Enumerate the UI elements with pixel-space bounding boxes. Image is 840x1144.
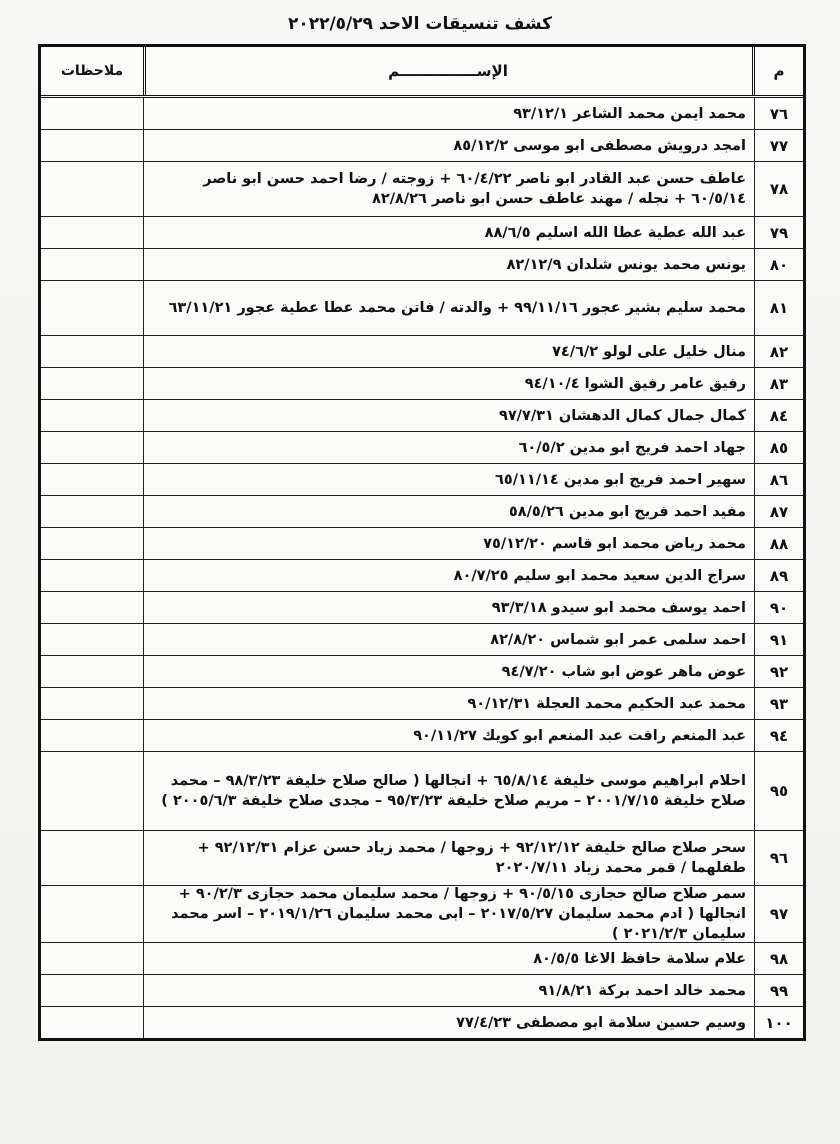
row-name <box>143 162 754 216</box>
row-name-text: رفيق عامر رفيق الشوا ٩٤/١٠/٤ <box>524 375 746 392</box>
row-name <box>143 656 754 687</box>
row-name-text: احمد سلمى عمر ابو شماس ٨٢/٨/٢٠ <box>490 631 746 648</box>
row-notes <box>41 831 143 885</box>
row-name-text: كمال جمال كمال الدهشان ٩٧/٧/٣١ <box>498 407 746 424</box>
row-name-text: جهاد احمد فريج ابو مدين ٦٠/٥/٢ <box>518 439 746 456</box>
row-notes <box>41 1007 143 1038</box>
row-name <box>143 528 754 559</box>
row-number: ٨٥ <box>754 432 803 463</box>
row-number: ٩٨ <box>754 943 803 974</box>
row-number: ٨٦ <box>754 464 803 495</box>
header-name: الإســـــــــــــــم <box>143 47 752 95</box>
row-name <box>143 496 754 527</box>
row-name-text: محمد خالد احمد بركة ٩١/٨/٢١ <box>538 982 746 999</box>
row-number: ٨١ <box>754 281 803 335</box>
table-row <box>41 281 803 336</box>
row-name <box>143 98 754 129</box>
row-name <box>143 217 754 248</box>
table-row <box>41 688 803 720</box>
row-name <box>143 281 754 335</box>
row-number: ٩٣ <box>754 688 803 719</box>
row-notes <box>41 592 143 623</box>
row-notes <box>41 162 143 216</box>
table-header-row <box>41 47 803 98</box>
row-name <box>143 336 754 367</box>
row-name-text: وسيم حسين سلامة ابو مصطفى ٧٧/٤/٢٣ <box>456 1014 746 1031</box>
row-notes <box>41 400 143 431</box>
row-name-text: علام سلامة حافظ الاغا ٨٠/٥/٥ <box>533 950 746 967</box>
row-notes <box>41 560 143 591</box>
row-name <box>143 943 754 974</box>
table-row <box>41 720 803 752</box>
row-notes <box>41 98 143 129</box>
table-row <box>41 1007 803 1038</box>
row-name <box>143 432 754 463</box>
row-name <box>143 886 754 942</box>
row-name <box>143 560 754 591</box>
table-row <box>41 831 803 886</box>
table-row <box>41 560 803 592</box>
table-row <box>41 400 803 432</box>
table-row <box>41 249 803 281</box>
row-notes <box>41 336 143 367</box>
row-number: ٨٧ <box>754 496 803 527</box>
row-number: ٩١ <box>754 624 803 655</box>
row-name-text: يونس محمد يونس شلدان ٨٢/١٢/٩ <box>506 256 746 273</box>
row-number: ٩٠ <box>754 592 803 623</box>
table-row <box>41 98 803 130</box>
row-name-text: احلام ابراهيم موسى خليفة ٦٥/٨/١٤ + انجالها ( صالح صلاح خليفة ٩٨/٣/٢٣ – محمد صلاح خليفة ٢٠٠١/٧/١٥ – مريم صلاح خليفة ٩٥/٣/٢٣ – مجدى صلاح خليفة ٢٠٠٥/٦/٣ ) <box>161 773 746 809</box>
row-name <box>143 688 754 719</box>
row-notes <box>41 496 143 527</box>
row-number: ١٠٠ <box>754 1007 803 1038</box>
row-name-text: محمد رياض محمد ابو قاسم ٧٥/١٢/٢٠ <box>483 535 746 552</box>
row-name <box>143 249 754 280</box>
row-number: ٨٩ <box>754 560 803 591</box>
row-notes <box>41 464 143 495</box>
row-number: ٨٨ <box>754 528 803 559</box>
table-row <box>41 656 803 688</box>
table-row <box>41 528 803 560</box>
table-row <box>41 624 803 656</box>
row-name <box>143 130 754 161</box>
row-name-text: منال خليل على لولو ٧٤/٦/٢ <box>552 343 746 360</box>
row-notes <box>41 249 143 280</box>
names-table <box>38 44 806 1041</box>
row-number: ٨٣ <box>754 368 803 399</box>
row-name-text: سمر صلاح صالح حجازى ٩٠/٥/١٥ + زوجها / محمد سليمان محمد حجازى ٩٠/٢/٣ + انجالها ( ادم محمد سليمان ٢٠١٧/٥/٢٧ – ابى محمد سليمان ٢٠١٩/١/٢٦ – اسر محمد سليمان ٢٠٢١/٢/٣ ) <box>171 886 746 942</box>
row-notes <box>41 752 143 830</box>
page-title: كشف تنسيقات الاحد ٢٠٢٢/٥/٢٩ <box>287 14 553 34</box>
row-name <box>143 975 754 1006</box>
row-notes <box>41 528 143 559</box>
table-row <box>41 217 803 249</box>
row-number: ٩٥ <box>754 752 803 830</box>
row-name <box>143 831 754 885</box>
table-row <box>41 162 803 217</box>
row-notes <box>41 720 143 751</box>
row-number: ٧٧ <box>754 130 803 161</box>
row-notes <box>41 975 143 1006</box>
row-name-text: امجد درويش مصطفى ابو موسى ٨٥/١٢/٢ <box>453 137 746 154</box>
row-name-text: محمد عبد الحكيم محمد العجلة ٩٠/١٢/٣١ <box>467 695 746 712</box>
table-row <box>41 336 803 368</box>
row-name-text: عبد المنعم رافت عبد المنعم ابو كويك ٩٠/١١/٢٧ <box>413 727 746 744</box>
table-row <box>41 432 803 464</box>
row-name <box>143 368 754 399</box>
row-name <box>143 400 754 431</box>
row-name-text: عوض ماهر عوض ابو شاب ٩٤/٧/٢٠ <box>501 663 746 680</box>
row-name-text: محمد سليم بشير عجور ٩٩/١١/١٦ + والدته / فاتن محمد عطا عطية عجور ٦٣/١١/٢١ <box>168 300 746 316</box>
header-number: م <box>752 47 803 95</box>
table-row <box>41 943 803 975</box>
row-name <box>143 1007 754 1038</box>
table-row <box>41 130 803 162</box>
row-name-text: عبد الله عطية عطا الله اسليم ٨٨/٦/٥ <box>484 224 746 241</box>
row-number: ٩٩ <box>754 975 803 1006</box>
row-name-text: احمد يوسف محمد ابو سيدو ٩٣/٣/١٨ <box>491 599 746 616</box>
table-row <box>41 975 803 1007</box>
row-name-text: سحر صلاح صالح خليفة ٩٢/١٢/١٢ + زوجها / محمد زياد حسن عزام ٩٢/١٢/٣١ + طفلهما / قمر محمد زياد ٢٠٢٠/٧/١١ <box>197 840 746 876</box>
row-number: ٧٩ <box>754 217 803 248</box>
row-name <box>143 464 754 495</box>
row-notes <box>41 281 143 335</box>
row-name-text: عاطف حسن عبد القادر ابو ناصر ٦٠/٤/٢٢ + زوجته / رضا احمد حسن ابو ناصر ٦٠/٥/١٤ + نجله / مهند عاطف حسن ابو ناصر ٨٢/٨/٢٦ <box>203 171 746 207</box>
row-name <box>143 720 754 751</box>
header-notes: ملاحظات <box>60 63 124 79</box>
row-number: ٩٧ <box>754 886 803 942</box>
row-name-text: محمد ايمن محمد الشاعر ٩٣/١٢/١ <box>513 105 746 122</box>
table-row <box>41 496 803 528</box>
row-name-text: سراج الدين سعيد محمد ابو سليم ٨٠/٧/٢٥ <box>453 567 746 584</box>
row-notes <box>41 943 143 974</box>
row-notes <box>41 656 143 687</box>
table-row <box>41 464 803 496</box>
table-row <box>41 886 803 943</box>
row-notes <box>41 368 143 399</box>
row-number: ٧٨ <box>754 162 803 216</box>
table-row <box>41 368 803 400</box>
row-notes <box>41 688 143 719</box>
row-number: ٨٤ <box>754 400 803 431</box>
row-number: ٩٤ <box>754 720 803 751</box>
row-number: ٧٦ <box>754 98 803 129</box>
row-notes <box>41 624 143 655</box>
row-notes <box>41 886 143 942</box>
row-name <box>143 592 754 623</box>
row-name <box>143 624 754 655</box>
row-number: ٨٢ <box>754 336 803 367</box>
row-number: ٩٦ <box>754 831 803 885</box>
row-notes <box>41 130 143 161</box>
table-body <box>41 98 803 1038</box>
table-row <box>41 592 803 624</box>
row-number: ٨٠ <box>754 249 803 280</box>
table-row <box>41 752 803 831</box>
row-name-text: مفيد احمد فريج ابو مدين ٥٨/٥/٢٦ <box>508 503 746 520</box>
row-name-text: سهير احمد فريج ابو مدين ٦٥/١١/١٤ <box>495 471 746 488</box>
row-number: ٩٢ <box>754 656 803 687</box>
row-notes <box>41 432 143 463</box>
row-name <box>143 752 754 830</box>
row-notes <box>41 217 143 248</box>
